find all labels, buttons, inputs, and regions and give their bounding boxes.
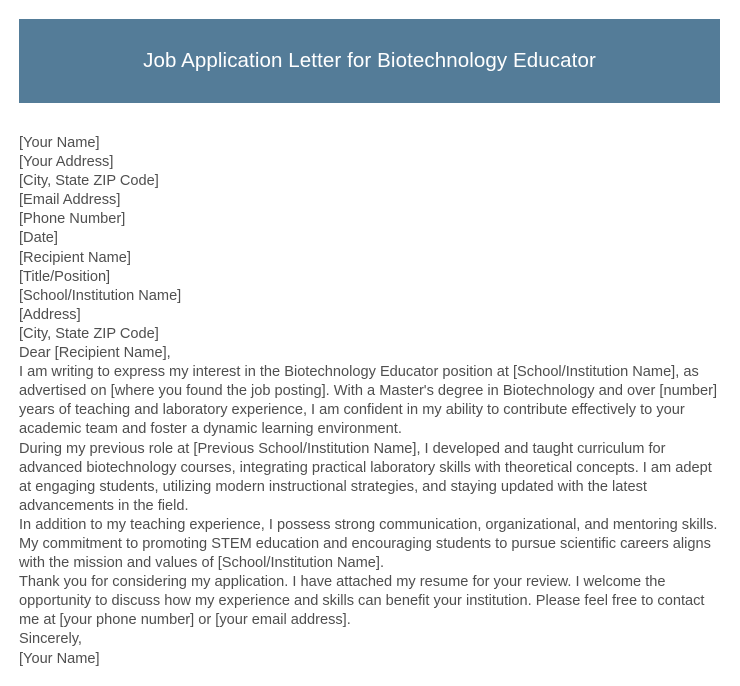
letter-date: [Date] bbox=[19, 230, 58, 247]
closing-salutation: Sincerely, bbox=[19, 631, 82, 648]
sender-city-state-zip: [City, State ZIP Code] bbox=[19, 173, 159, 190]
sender-name: [Your Name] bbox=[19, 135, 100, 151]
sender-phone: [Phone Number] bbox=[19, 211, 126, 228]
recipient-title: [Title/Position] bbox=[19, 268, 111, 285]
recipient-city-state-zip: [City, State ZIP Code] bbox=[19, 325, 159, 342]
document-header-banner bbox=[19, 19, 720, 103]
sender-email: [Email Address] bbox=[19, 192, 121, 209]
body-paragraph-3: In addition to my teaching experience, I possess strong communication, organizational, and mentoring skills. My commitment to promoting STEM education and encouraging students to pursue scientific careers aligns with the mission and values of [School/Institution Name]. bbox=[19, 516, 718, 572]
signature-name: [Your Name] bbox=[19, 650, 100, 667]
letter-content bbox=[19, 134, 721, 669]
sender-address: [Your Address] bbox=[19, 154, 114, 171]
recipient-address: [Address] bbox=[19, 306, 81, 323]
page-title: Job Application Letter for Biotechnology Educator bbox=[143, 48, 596, 72]
salutation: Dear [Recipient Name], bbox=[19, 345, 171, 362]
recipient-institution: [School/Institution Name] bbox=[19, 287, 182, 304]
body-paragraph-4: Thank you for considering my application. I have attached my resume for your review. I welcome the opportunity to discuss how my experience and skills can benefit your institution. Please feel free to contact me at [your phone number] or [your email address]. bbox=[19, 574, 705, 629]
body-paragraph-2: During my previous role at [Previous School/Institution Name], I developed and taught curriculum for advanced biotechnology courses, integrating practical laboratory skills with theoretical concepts. I am adept at engaging students, utilizing modern instructional strategies, and staying updated with the latest advancements in the field. bbox=[19, 440, 712, 514]
body-paragraph-1: I am writing to express my interest in the Biotechnology Educator position at [School/Institution Name], as advertised on [where you found the job posting]. With a Master's degree in Biotechnology and over [number] years of teaching and laboratory experience, I am confident in my ability to contribute effectively to your academic team and foster a dynamic learning environment. bbox=[19, 364, 718, 438]
recipient-name: [Recipient Name] bbox=[19, 249, 131, 266]
